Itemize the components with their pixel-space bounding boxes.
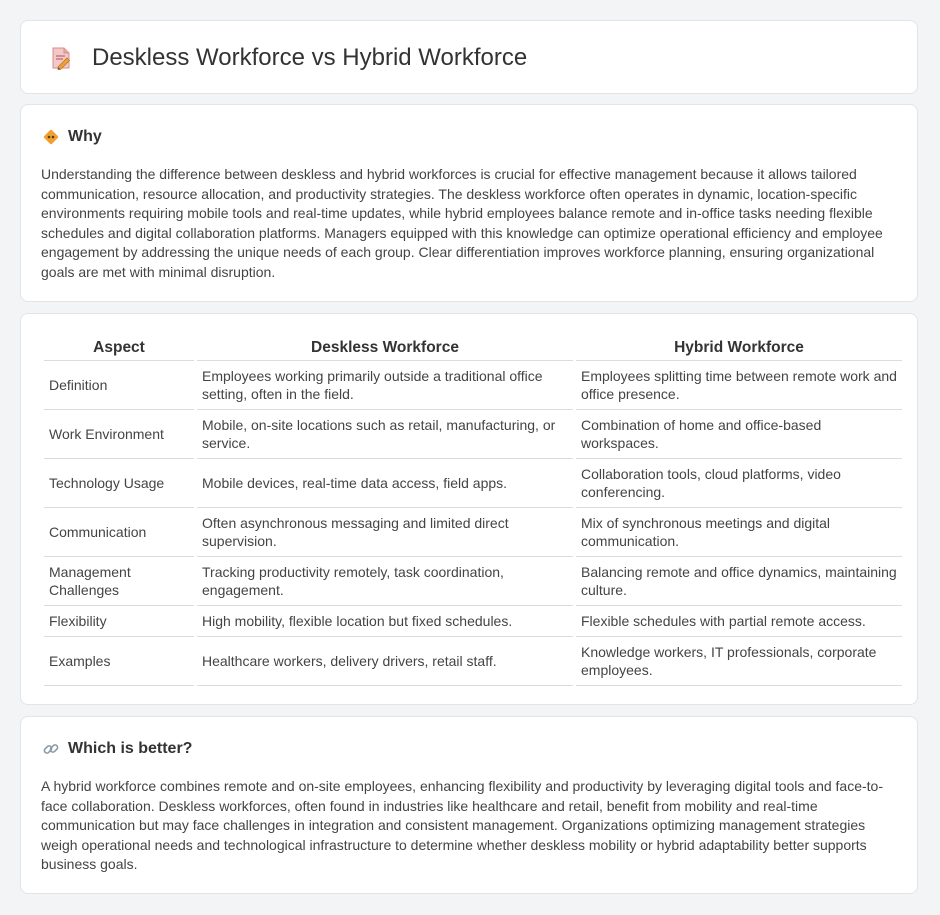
table-row — [44, 361, 902, 410]
link-icon — [42, 740, 60, 758]
column-header-aspect: Aspect — [44, 334, 194, 361]
title-card — [20, 20, 918, 94]
table-row — [44, 606, 902, 637]
hybrid-cell: Balancing remote and office dynamics, maintaining culture. — [576, 557, 902, 606]
aspect-cell: Examples — [44, 637, 194, 686]
deskless-cell: Mobile, on-site locations such as retail, manufacturing, or service. — [197, 410, 573, 459]
page-title: Deskless Workforce vs Hybrid Workforce — [92, 44, 528, 71]
which-is-better-section — [20, 716, 918, 894]
table-header-row — [44, 334, 902, 361]
diamond-warning-icon — [42, 128, 60, 146]
why-heading-row — [42, 127, 102, 147]
hybrid-cell: Collaboration tools, cloud platforms, video conferencing. — [576, 459, 902, 508]
deskless-cell: Mobile devices, real-time data access, field apps. — [197, 459, 573, 508]
deskless-cell: High mobility, flexible location but fixed schedules. — [197, 606, 573, 637]
deskless-cell: Tracking productivity remotely, task coordination, engagement. — [197, 557, 573, 606]
aspect-cell: Management Challenges — [44, 557, 194, 606]
aspect-cell: Communication — [44, 508, 194, 557]
comparison-table — [41, 334, 905, 686]
why-heading: Why — [68, 128, 102, 145]
deskless-cell: Employees working primarily outside a traditional office setting, often in the field. — [197, 361, 573, 410]
table-row — [44, 557, 902, 606]
deskless-cell: Healthcare workers, delivery drivers, retail staff. — [197, 637, 573, 686]
table-row — [44, 637, 902, 686]
aspect-cell: Technology Usage — [44, 459, 194, 508]
aspect-cell: Flexibility — [44, 606, 194, 637]
document-pencil-icon — [48, 45, 74, 71]
better-heading: Which is better? — [68, 740, 193, 757]
comparison-section — [20, 313, 918, 705]
hybrid-cell: Flexible schedules with partial remote access. — [576, 606, 902, 637]
aspect-cell: Work Environment — [44, 410, 194, 459]
table-row — [44, 459, 902, 508]
column-header-deskless: Deskless Workforce — [197, 334, 573, 361]
better-text: A hybrid workforce combines remote and on-site employees, enhancing flexibility and productivity by leveraging digital tools and face-to-face collaboration. Deskless workforces, often found in industries like healthcare and retail, benefit from mobility and real-time communication but may face challenges in integration and consistent management. Organizations optimizing management strategies weigh operational needs and technological infrastructure to determine whether deskless mobility or hybrid adaptability better supports business goals. — [41, 778, 884, 872]
hybrid-cell: Employees splitting time between remote work and office presence. — [576, 361, 902, 410]
better-heading-row — [42, 739, 192, 759]
why-section — [20, 104, 918, 302]
hybrid-cell: Knowledge workers, IT professionals, corporate employees. — [576, 637, 902, 686]
table-row — [44, 508, 902, 557]
deskless-cell: Often asynchronous messaging and limited direct supervision. — [197, 508, 573, 557]
aspect-cell: Definition — [44, 361, 194, 410]
column-header-hybrid: Hybrid Workforce — [576, 334, 902, 361]
why-text: Understanding the difference between deskless and hybrid workforces is crucial for effective management because it allows tailored communication, resource allocation, and productivity strategies. The deskless workforce often operates in dynamic, location-specific environments requiring mobile tools and real-time updates, while hybrid employees balance remote and in-office tasks needing flexible schedules and digital collaboration platforms. Managers equipped with this knowledge can optimize operational efficiency and employee engagement by addressing the unique needs of each group. Clear differentiation improves workforce planning, ensuring organizational goals are met with minimal disruption. — [41, 166, 883, 280]
table-row — [44, 410, 902, 459]
hybrid-cell: Combination of home and office-based workspaces. — [576, 410, 902, 459]
hybrid-cell: Mix of synchronous meetings and digital communication. — [576, 508, 902, 557]
